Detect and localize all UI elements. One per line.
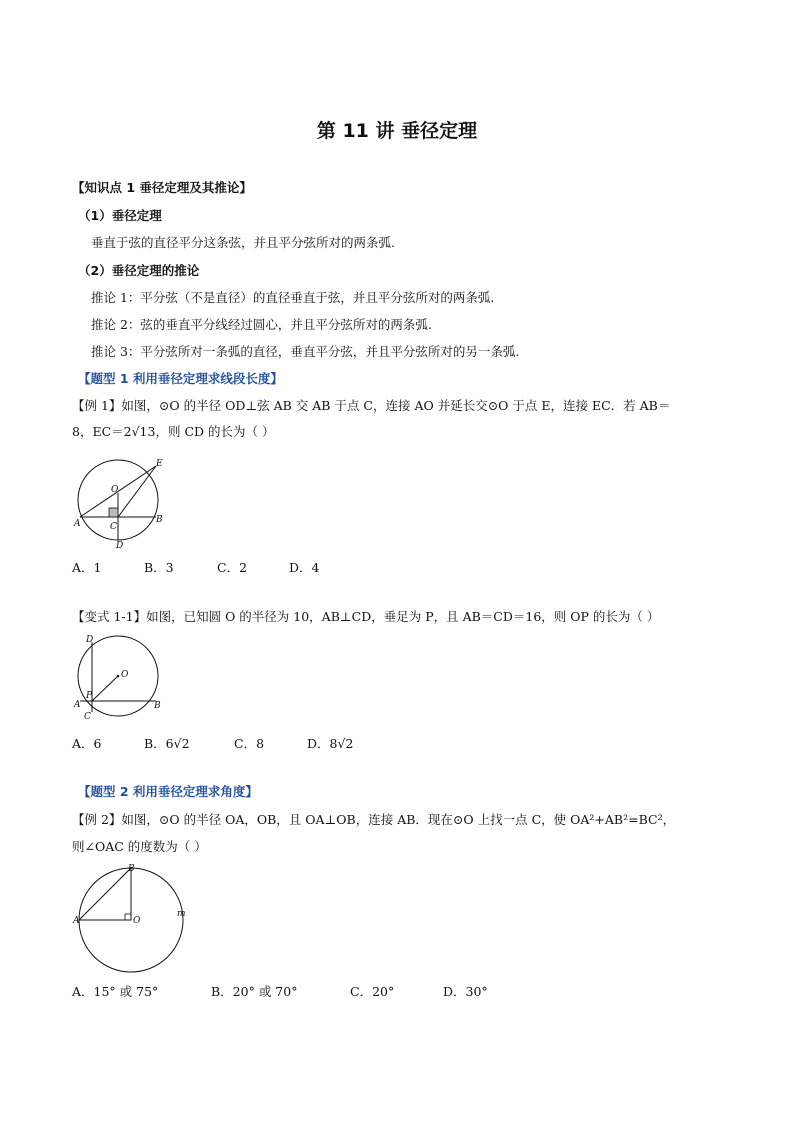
example-1-figure xyxy=(70,458,170,550)
ex2-option-a: A．15° 或 75° xyxy=(72,984,159,999)
label-A: A xyxy=(74,700,81,710)
type-2-header: 【题型 2 利用垂径定理求角度】 xyxy=(78,784,258,799)
ex1-option-c: C．2 xyxy=(217,560,248,575)
label-D: D xyxy=(86,635,94,645)
variant-1-1-line: 【变式 1-1】如图，已知圆 O 的半径为 10，AB⊥CD，垂足为 P，且 AB＝CD＝16，则 OP 的长为（ ） xyxy=(72,609,660,624)
label-B: B xyxy=(128,864,135,874)
type-1-header: 【题型 1 利用垂径定理求线段长度】 xyxy=(78,371,283,386)
knowledge-header: 【知识点 1 垂径定理及其推论】 xyxy=(72,180,252,195)
example-2-figure xyxy=(70,862,190,974)
label-D: D xyxy=(116,541,124,550)
var1-option-b: B．6√2 xyxy=(144,736,190,751)
corollary-1: 推论 1：平分弦（不是直径）的直径垂直于弦，并且平分弦所对的两条弧. xyxy=(91,290,495,305)
label-B: B xyxy=(154,701,161,711)
section-1-title: （1）垂径定理 xyxy=(78,208,162,223)
label-O: O xyxy=(133,916,141,926)
label-C: C xyxy=(110,522,117,532)
ex2-option-c: C．20° xyxy=(350,984,395,999)
var1-option-d: D．8√2 xyxy=(307,736,354,751)
ex1-option-d: D．4 xyxy=(289,560,320,575)
example-1-line-2: 8，EC＝2√13，则 CD 的长为（ ） xyxy=(72,424,275,439)
label-C: C xyxy=(84,712,91,722)
label-P: P xyxy=(86,691,93,701)
ex2-option-d: D．30° xyxy=(443,984,488,999)
variant-1-1-figure xyxy=(70,632,170,724)
label-O: O xyxy=(121,670,129,680)
label-A: A xyxy=(74,519,81,529)
label-A: A xyxy=(73,916,80,926)
ex2-option-b: B．20° 或 70° xyxy=(211,984,298,999)
section-1-text: 垂直于弦的直径平分这条弦，并且平分弦所对的两条弧. xyxy=(91,235,395,250)
var1-option-a: A．6 xyxy=(72,736,102,751)
corollary-3: 推论 3：平分弦所对一条弧的直径，垂直平分弦，并且平分弦所对的另一条弧. xyxy=(91,344,520,359)
section-2-title: （2）垂径定理的推论 xyxy=(78,263,200,278)
corollary-2: 推论 2：弦的垂直平分线经过圆心，并且平分弦所对的两条弧. xyxy=(91,317,432,332)
ex1-option-a: A．1 xyxy=(72,560,102,575)
example-1-line-1: 【例 1】如图，⊙O 的半径 OD⊥弦 AB 交 AB 于点 C，连接 AO 并延长交⊙O 于点 E，连接 EC．若 AB＝ xyxy=(72,398,671,413)
example-2-line-1: 【例 2】如图，⊙O 的半径 OA，OB，且 OA⊥OB，连接 AB．现在⊙O 上找一点 C，使 OA²+AB²=BC²， xyxy=(72,812,676,827)
label-m: m xyxy=(177,909,186,919)
label-O: O xyxy=(111,485,119,495)
var1-option-c: C．8 xyxy=(234,736,265,751)
label-E: E xyxy=(156,459,163,469)
ex1-option-b: B．3 xyxy=(144,560,174,575)
page-title: 第 11 讲 垂径定理 xyxy=(316,120,478,142)
example-2-line-2: 则∠OAC 的度数为（ ） xyxy=(72,839,207,854)
label-B: B xyxy=(156,515,163,525)
